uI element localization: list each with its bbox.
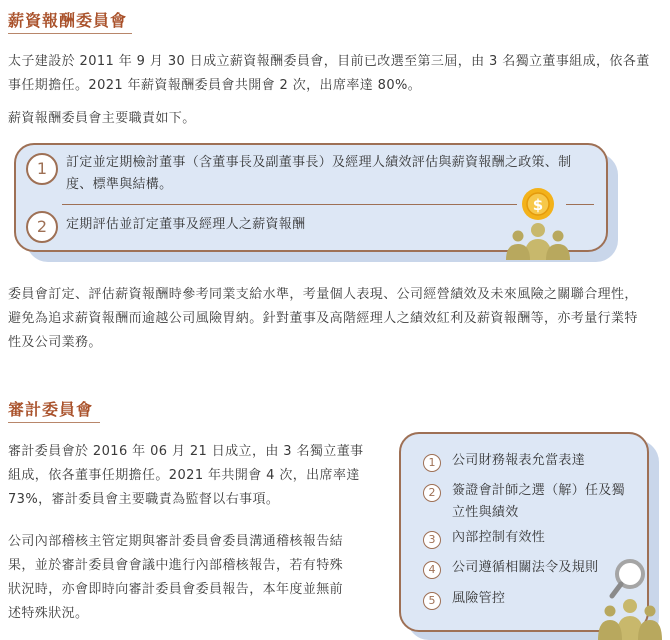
duty-2-number: 2 [26, 211, 58, 243]
audit-item-5-text: 風險管控 [452, 591, 506, 606]
remuneration-heading: 薪資報酬委員會 [8, 11, 128, 30]
dollar-coin-people-illustration [500, 186, 590, 260]
duty-divider [62, 204, 517, 205]
remuneration-intro: 太子建設於 2011 年 9 月 30 日成立薪資報酬委員會，目前已改選至第三屆，由 3 名獨立董事組成，依各董 事任期擔任。2021 年薪資報酬委員會共開會 2 次，出席率達 80%。 [8, 54, 650, 93]
audit-item-3-number: 3 [423, 531, 441, 549]
audit-second-paragraph: 公司內部稽核主管定期與審計委員會委員溝通稽核報告結 果，並於審計委員會會議中進行內部稽核報告，若有特殊 狀況時，亦會即時向審計委員會委員報告，本年度並無前 述特殊狀況。 [8, 534, 344, 621]
audit-heading-rule [8, 422, 100, 423]
people-group-icon [506, 223, 570, 260]
audit-intro: 審計委員會於 2016 年 06 月 21 日成立，由 3 名獨立董事 組成，依各董事任期擔任。2021 年共開會 4 次，出席率達 73%，審計委員會主要職責為監督以右事項。 [8, 444, 364, 507]
audit-item-1-number: 1 [423, 454, 441, 472]
audit-item-1-text: 公司財務報表允當表達 [452, 453, 586, 468]
magnifier-icon [612, 561, 643, 596]
audit-item-4-text: 公司遵循相關法令及規則 [452, 560, 599, 575]
duty-1-text: 訂定並定期檢討董事（含董事長及副董事長）及經理人績效評估與薪資報酬之政策、制 度、標準與結構。 [66, 155, 572, 192]
audit-item-2-text: 簽證會計師之選（解）任及獨 立性與績效 [452, 483, 625, 520]
svg-text:$: $ [532, 196, 544, 214]
audit-item-4-number: 4 [423, 561, 441, 579]
duty-2-text: 定期評估並訂定董事及經理人之薪資報酬 [66, 217, 306, 232]
duty-1-number: 1 [26, 153, 58, 185]
people-group-icon [598, 599, 662, 640]
dollar-coin-icon [522, 188, 554, 220]
remuneration-heading-rule [8, 33, 132, 34]
remuneration-duties-lead: 薪資報酬委員會主要職責如下。 [8, 111, 196, 126]
audit-item-5-number: 5 [423, 592, 441, 610]
audit-item-2-number: 2 [423, 484, 441, 502]
audit-heading: 審計委員會 [8, 400, 94, 419]
audit-item-3-text: 內部控制有效性 [452, 530, 546, 545]
remuneration-closing: 委員會訂定、評估薪資報酬時參考同業支給水準，考量個人表現、公司經營績效及未來風險之關聯合理性， 避免為追求薪資報酬而逾越公司風險胃納。針對董事及高階經理人之績效紅利及薪資報酬等，亦考量行業特 性及公司業務。 [8, 287, 638, 350]
magnifier-people-illustration [590, 556, 670, 640]
